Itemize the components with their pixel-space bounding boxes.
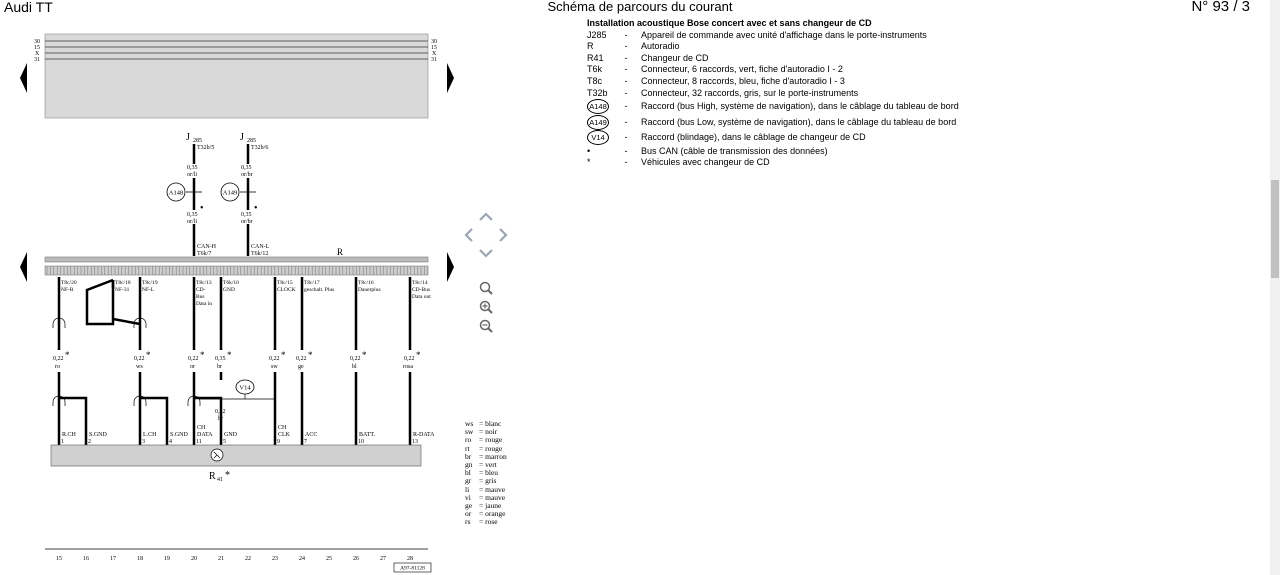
legend-text: Connecteur, 6 raccords, vert, fiche d'autoradio I - 2	[641, 64, 843, 75]
svg-text:*: *	[308, 350, 313, 360]
changer-pin-labels	[61, 425, 435, 445]
svg-text:T8c/14: T8c/14	[412, 280, 428, 286]
rail-label-30-right: 30	[431, 39, 437, 45]
ruler-number: 19	[164, 556, 170, 562]
zoom-fit-icon[interactable]	[479, 281, 493, 295]
rail-label-x-right: X	[432, 51, 437, 57]
svg-text:0,22: 0,22	[350, 356, 361, 362]
color-code-row: or = orange	[465, 509, 506, 519]
svg-text:•: •	[254, 203, 258, 214]
rail-label-31-right: 31	[431, 57, 437, 63]
svg-text:T8c/13: T8c/13	[196, 280, 212, 286]
rail-label-15: 15	[34, 45, 40, 51]
ruler-number: 24	[299, 556, 305, 562]
svg-text:4: 4	[169, 439, 172, 445]
svg-text:0,22: 0,22	[53, 356, 64, 362]
svg-text:*: *	[200, 350, 205, 360]
legend-separator: -	[624, 29, 628, 40]
svg-text:T8c/19: T8c/19	[142, 280, 158, 286]
radio-label: R	[337, 247, 344, 257]
svg-text:geschalt. Plus: geschalt. Plus	[304, 287, 335, 293]
svg-text:R-DATA: R-DATA	[413, 432, 435, 438]
legend-item	[587, 146, 959, 158]
svg-text:T6k/12: T6k/12	[251, 251, 269, 257]
svg-text:NF-R: NF-R	[61, 287, 74, 293]
ruler-number: 28	[407, 556, 413, 562]
color-code-row: vi = mauve	[465, 492, 506, 502]
next-page-arrow[interactable]	[447, 252, 454, 282]
color-code-row: br = marron	[465, 451, 507, 461]
color-code-row: bl = bleu	[465, 468, 499, 478]
svg-text:13: 13	[412, 439, 418, 445]
ruler-number: 17	[110, 556, 116, 562]
svg-text:T32b/6: T32b/6	[251, 145, 269, 151]
svg-text:or/li: or/li	[187, 219, 197, 225]
svg-text:NF-31: NF-31	[115, 287, 130, 293]
ruler-number: 27	[380, 556, 386, 562]
svg-text:Data in: Data in	[196, 301, 213, 307]
legend-item	[587, 30, 959, 42]
ruler-number: 16	[83, 556, 89, 562]
color-name: bleu	[485, 468, 499, 478]
legend-text: Changeur de CD	[641, 52, 709, 63]
color-code-row: gr = gris	[465, 476, 497, 486]
svg-text:0,22: 0,22	[215, 409, 226, 415]
ruler-number: 15	[56, 556, 62, 562]
legend-separator: -	[624, 101, 628, 112]
svg-text:*: *	[65, 350, 70, 360]
svg-text:GND: GND	[224, 432, 237, 438]
ruler-number: 20	[191, 556, 197, 562]
legend-code: R41	[587, 52, 604, 63]
color-name: rouge	[485, 435, 503, 445]
svg-text:*: *	[362, 350, 367, 360]
ruler-number: 26	[353, 556, 359, 562]
color-name: rose	[485, 517, 498, 527]
color-name: jaune	[485, 501, 502, 511]
svg-text:T6k/7: T6k/7	[197, 251, 212, 257]
legend-text: Connecteur, 8 raccords, bleu, fiche d'autoradio I - 3	[641, 75, 845, 86]
color-code-row: rs = rose	[465, 517, 498, 527]
legend-code	[587, 99, 619, 114]
color-code: br	[465, 451, 472, 461]
legend-item	[587, 157, 959, 169]
legend-text: Raccord (bus High, système de navigation), dans le câblage du tableau de bord	[641, 101, 959, 112]
can-l-line	[221, 132, 270, 257]
svg-text:S.GND: S.GND	[170, 432, 188, 438]
legend-text: Véhicules avec changeur de CD	[641, 157, 770, 168]
svg-text:0,35: 0,35	[187, 212, 198, 218]
page-number: N° 93 / 3	[1191, 0, 1250, 15]
pan-right-icon[interactable]	[500, 229, 506, 241]
svg-text:DATA: DATA	[197, 432, 213, 438]
svg-text:CAN-L: CAN-L	[251, 244, 270, 250]
ruler-number: 23	[272, 556, 278, 562]
radio-pin-labels	[61, 280, 431, 307]
scrollbar-thumb[interactable]	[1271, 180, 1279, 278]
color-code: ro	[465, 435, 472, 445]
prev-page-arrow-top[interactable]	[20, 63, 27, 93]
color-code: or	[465, 509, 472, 519]
ruler-number: 21	[218, 556, 224, 562]
legend-separator: -	[624, 75, 628, 86]
ruler-number: 22	[245, 556, 251, 562]
color-code-row: ge = jaune	[465, 501, 502, 511]
color-code-row: sw = noir	[465, 427, 498, 437]
legend-text: Appareil de commande avec unité d'affichage dans le porte-instruments	[641, 29, 927, 40]
cd-changer-star: *	[225, 470, 230, 481]
legend-code: T32b	[587, 87, 608, 98]
wiring-diagram	[0, 18, 460, 575]
svg-text:9: 9	[277, 439, 280, 445]
pan-up-icon[interactable]	[480, 214, 492, 220]
svg-text:sw: sw	[271, 364, 278, 370]
diagram-nav-pad	[460, 208, 512, 273]
svg-text:*: *	[227, 350, 232, 360]
legend-title: Installation acoustique Bose concert avec et sans changeur de CD	[587, 18, 872, 28]
track-ruler	[56, 556, 413, 562]
legend-item	[587, 115, 959, 131]
svg-text:GND: GND	[223, 287, 235, 293]
svg-text:A148: A148	[168, 189, 184, 197]
wire-labels	[53, 350, 421, 370]
svg-text:0,22: 0,22	[296, 356, 307, 362]
svg-text:•: •	[200, 203, 204, 214]
color-code-row: ro = rouge	[465, 435, 503, 445]
svg-text:or/br: or/br	[241, 219, 253, 225]
can-h-line	[167, 132, 217, 257]
legend-separator: -	[624, 116, 628, 127]
svg-text:*: *	[281, 350, 286, 360]
color-code: li	[465, 484, 470, 494]
legend-text: Connecteur, 32 raccords, gris, sur le porte-instruments	[641, 87, 859, 98]
svg-text:CLK: CLK	[278, 432, 290, 438]
legend-item	[587, 53, 959, 65]
zoom-out-icon[interactable]	[479, 319, 493, 333]
ruler-number: 25	[326, 556, 332, 562]
legend-text: Bus CAN (câble de transmission des données)	[641, 145, 828, 156]
legend-item	[587, 130, 959, 146]
svg-text:or/li: or/li	[187, 172, 197, 178]
svg-text:Data out: Data out	[412, 294, 431, 300]
color-code: gr	[465, 476, 472, 486]
legend-code: *	[587, 157, 591, 168]
legend-code	[587, 130, 619, 145]
vertical-scrollbar[interactable]	[1270, 0, 1280, 575]
next-page-arrow-top[interactable]	[447, 63, 454, 93]
svg-text:T8c/16: T8c/16	[358, 280, 374, 286]
pan-arrows	[460, 208, 512, 268]
cd-changer-symbol-icon	[211, 449, 223, 461]
svg-text:0,22: 0,22	[269, 356, 280, 362]
svg-text:0,35: 0,35	[187, 165, 198, 171]
svg-text:Dauerplus: Dauerplus	[358, 287, 381, 293]
svg-text:T32b/5: T32b/5	[197, 145, 215, 151]
color-code: rt	[465, 443, 470, 453]
color-code-row: gn = vert	[465, 460, 497, 470]
ruler-number: 18	[137, 556, 143, 562]
color-code-row: li = mauve	[465, 484, 506, 494]
splice-symbol-icon: V14	[587, 130, 609, 145]
legend-item	[587, 88, 959, 100]
color-name: blanc	[485, 419, 502, 428]
radio-connector-strip	[45, 266, 428, 275]
splice-symbol-icon: A149	[587, 115, 609, 130]
rail-label-30: 30	[34, 39, 40, 45]
svg-text:T8c/17: T8c/17	[304, 280, 320, 286]
svg-text:bl: bl	[352, 364, 357, 370]
prev-page-arrow[interactable]	[20, 252, 27, 282]
legend-item	[587, 41, 959, 53]
svg-text:*: *	[416, 350, 421, 360]
legend-separator: -	[624, 52, 628, 63]
color-name: marron	[485, 451, 507, 461]
svg-text:BATT.: BATT.	[359, 432, 376, 438]
legend-item	[587, 76, 959, 88]
svg-text:T6k/10: T6k/10	[223, 280, 239, 286]
svg-text:CH: CH	[278, 425, 287, 431]
svg-text:CD-Bus: CD-Bus	[412, 287, 431, 293]
legend-code: T8c	[587, 75, 603, 86]
svg-text:*: *	[146, 350, 151, 360]
legend-item	[587, 64, 959, 76]
color-name: vert	[485, 460, 497, 470]
color-name: noir	[485, 427, 498, 437]
svg-text:285: 285	[193, 138, 202, 144]
svg-text:CD-: CD-	[196, 287, 206, 293]
color-name: gris	[485, 476, 497, 486]
color-code: ws	[465, 419, 474, 428]
svg-text:0,35: 0,35	[241, 165, 252, 171]
svg-text:CH: CH	[197, 425, 206, 431]
legend-item	[587, 99, 959, 115]
cd-changer-sub: 41	[217, 477, 223, 483]
svg-text:0,35: 0,35	[215, 356, 226, 362]
color-code: sw	[465, 427, 474, 437]
svg-text:CLOCK: CLOCK	[277, 287, 296, 293]
rail-label-31: 31	[34, 57, 40, 63]
color-name: orange	[485, 509, 506, 519]
svg-text:br: br	[217, 364, 222, 370]
pan-down-icon[interactable]	[480, 250, 492, 256]
legend-separator: -	[624, 41, 628, 52]
svg-text:T8c/15: T8c/15	[277, 280, 293, 286]
svg-text:CAN-H: CAN-H	[197, 244, 216, 250]
legend-code: J285	[587, 29, 607, 40]
color-code: gn	[465, 460, 473, 470]
svg-text:11: 11	[196, 439, 202, 445]
color-code-row: rt = rouge	[465, 443, 503, 453]
svg-text:1: 1	[61, 439, 64, 445]
svg-text:7: 7	[304, 439, 307, 445]
svg-text:R.CH: R.CH	[62, 432, 76, 438]
svg-text:ACC: ACC	[305, 432, 318, 438]
splice-symbol-icon: A148	[587, 99, 609, 114]
svg-text:br: br	[218, 416, 223, 422]
svg-text:5: 5	[223, 439, 226, 445]
svg-text:10: 10	[358, 439, 364, 445]
radio-bar	[45, 257, 428, 262]
svg-text:ge: ge	[298, 364, 304, 370]
color-name: rouge	[485, 443, 503, 453]
svg-text:V14: V14	[239, 384, 251, 392]
color-name: mauve	[485, 484, 506, 494]
svg-text:2: 2	[88, 439, 91, 445]
svg-text:NF-L: NF-L	[142, 287, 155, 293]
legend-code: •	[587, 145, 591, 156]
svg-text:L.CH: L.CH	[143, 432, 157, 438]
color-name: mauve	[485, 492, 506, 502]
component-legend	[587, 18, 959, 169]
svg-text:0,22: 0,22	[404, 356, 415, 362]
legend-text: Raccord (blindage), dans le câblage de changeur de CD	[641, 132, 866, 143]
legend-text: Raccord (bus Low, système de navigation), dans le câblage du tableau de bord	[641, 116, 957, 127]
svg-text:ws: ws	[136, 364, 143, 370]
color-code: bl	[465, 468, 471, 478]
legend-code: R	[587, 41, 594, 52]
cd-changer-label: R	[209, 471, 216, 482]
brand-title: Audi TT	[4, 0, 53, 15]
legend-code	[587, 115, 619, 130]
legend-separator: -	[624, 87, 628, 98]
legend-separator: -	[624, 145, 628, 156]
svg-text:0,22: 0,22	[188, 356, 199, 362]
color-code: ge	[465, 501, 473, 511]
rail-label-15-right: 15	[431, 45, 437, 51]
legend-separator: -	[624, 157, 628, 168]
legend-separator: -	[624, 64, 628, 75]
zoom-in-icon[interactable]	[479, 300, 493, 314]
svg-text:285: 285	[247, 138, 256, 144]
svg-text:or/br: or/br	[241, 172, 253, 178]
legend-separator: -	[624, 132, 628, 143]
svg-text:0,35: 0,35	[241, 212, 252, 218]
svg-text:T8c/18: T8c/18	[115, 280, 131, 286]
color-code-row: ws = blanc	[465, 419, 502, 428]
legend-text: Autoradio	[641, 41, 680, 52]
svg-text:0,22: 0,22	[134, 356, 145, 362]
svg-text:Bus: Bus	[196, 294, 205, 300]
svg-text:A149: A149	[222, 189, 238, 197]
rails-panel	[45, 34, 428, 118]
svg-text:3: 3	[142, 439, 145, 445]
pan-left-icon[interactable]	[466, 229, 472, 241]
page-title: Schéma de parcours du courant	[547, 0, 733, 14]
color-code: rs	[465, 517, 471, 527]
reference-number: A97-81128	[400, 565, 425, 572]
svg-text:rosa: rosa	[403, 364, 413, 370]
svg-text:S.GND: S.GND	[89, 432, 107, 438]
cd-changer-box	[51, 445, 421, 466]
rail-label-x: X	[35, 51, 40, 57]
svg-text:T8c/20: T8c/20	[61, 280, 77, 286]
svg-text:ro: ro	[55, 364, 60, 370]
color-code-legend	[465, 420, 507, 527]
svg-text:J: J	[240, 132, 244, 143]
svg-text:J: J	[186, 132, 190, 143]
svg-text:or: or	[190, 364, 195, 370]
color-code: vi	[465, 492, 471, 502]
legend-code: T6k	[587, 64, 603, 75]
